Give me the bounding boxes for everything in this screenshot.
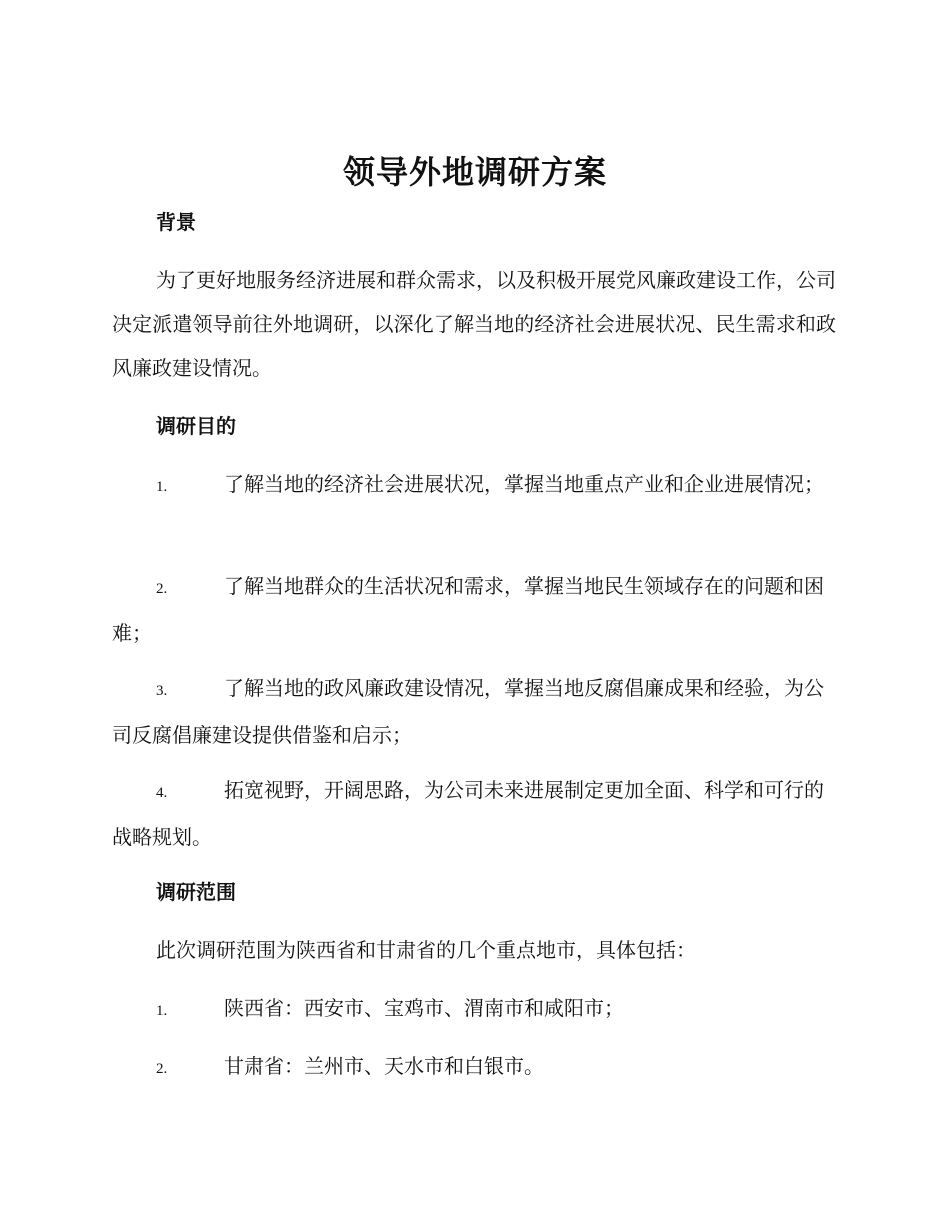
background-paragraph: 为了更好地服务经济进展和群众需求，以及积极开展党风廉政建设工作，公司决定派遣领导前往外地调研，以深化了解当地的经济社会进展状况、民生需求和政风廉政建设情况。 <box>112 268 836 380</box>
section-heading-purpose: 调研目的 <box>156 414 236 438</box>
list-number: 2. <box>156 1061 168 1077</box>
scope-list-item <box>112 1044 836 1091</box>
list-item-text: 甘肃省：兰州市、天水市和白银市。 <box>224 1054 544 1078</box>
list-item-text: 了解当地的经济社会进展状况，掌握当地重点产业和企业进展情况； <box>224 472 824 496</box>
list-item-text: 了解当地的政风廉政建设情况，掌握当地反腐倡廉成果和经验，为公司反腐倡廉建设提供借鉴和启示； <box>112 676 824 747</box>
scope-list-item <box>112 986 836 1033</box>
scope-intro-paragraph: 此次调研范围为陕西省和甘肃省的几个重点地市，具体包括： <box>156 938 696 962</box>
document-title: 领导外地调研方案 <box>342 153 607 191</box>
list-number: 3. <box>156 683 168 699</box>
list-item-text: 陕西省：西安市、宝鸡市、渭南市和咸阳市； <box>224 996 624 1020</box>
purpose-list-item <box>112 564 836 655</box>
purpose-list-item <box>112 768 836 859</box>
list-number: 1. <box>156 479 168 495</box>
list-item-text: 拓宽视野，开阔思路，为公司未来进展制定更加全面、科学和可行的战略规划。 <box>112 778 824 849</box>
purpose-list-item <box>112 666 836 757</box>
section-heading-background: 背景 <box>156 210 196 234</box>
section-heading-scope: 调研范围 <box>156 880 236 904</box>
list-item-text: 了解当地群众的生活状况和需求，掌握当地民生领域存在的问题和困难； <box>112 574 824 645</box>
list-number: 1. <box>156 1003 168 1019</box>
purpose-list-item <box>112 462 836 509</box>
list-number: 2. <box>156 581 168 597</box>
list-number: 4. <box>156 785 168 801</box>
